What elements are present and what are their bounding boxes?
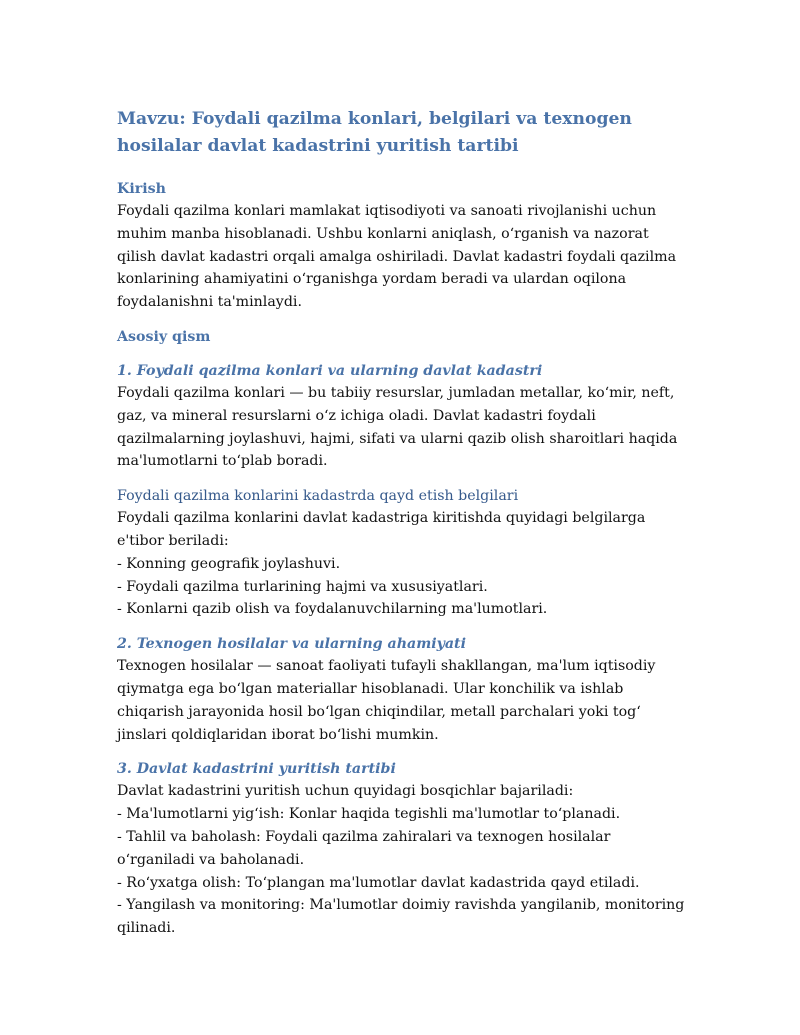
section-1-heading: 1. Foydali qazilma konlari va ularning davlat kadastri <box>117 362 543 379</box>
subsection-intro: Foydali qazilma konlarini davlat kadastriga kiritishda quyidagi belgilarga e'tibor beriladi: <box>117 510 646 549</box>
list-item: - Foydali qazilma turlarining hajmi va xususiyatlari. <box>117 578 488 595</box>
section-2-paragraph: Texnogen hosilalar — sanoat faoliyati tufayli shakllangan, ma'lum iqtisodiy qiymatga ega bo‘lgan materiallar hisoblanadi. Ular konchilik va ishlab chiqarish jarayonida hosil bo‘lgan chiqindilar, metall parchalari yoki tog‘ jinslari qoldiqlaridan iborat bo‘lishi mumkin. <box>117 658 656 743</box>
document-title: Mavzu: Foydali qazilma konlari, belgilari va texnogen hosilalar davlat kadastrini yuritish tartibi <box>117 109 632 156</box>
section-1 <box>117 360 687 473</box>
section-3-list <box>117 803 687 940</box>
list-item: - Konning geografik joylashuvi. <box>117 555 341 572</box>
section-1-paragraph: Foydali qazilma konlari — bu tabiiy resurslar, jumladan metallar, ko‘mir, neft, gaz, va mineral resurslarni o‘z ichiga oladi. Davlat kadastri foydali qazilmalarning joylashuvi, hajmi, sifati va ularni qazib olish sharoitlari haqida ma'lumotlarni to‘plab boradi. <box>117 384 678 470</box>
main-part-heading: Asosiy qism <box>117 328 211 345</box>
list-item: - Konlarni qazib olish va foydalanuvchilarning ma'lumotlari. <box>117 601 548 618</box>
subsection-list <box>117 553 687 621</box>
list-item: - Tahlil va baholash: Foydali qazilma zahiralari va texnogen hosilalar o‘rganiladi va baholanadi. <box>117 828 611 868</box>
intro-heading: Kirish <box>117 181 166 197</box>
section-3-intro: Davlat kadastrini yuritish uchun quyidagi bosqichlar bajariladi: <box>117 783 574 800</box>
list-item: - Ro‘yxatga olish: To‘plangan ma'lumotlar davlat kadastrida qayd etiladi. <box>117 874 640 891</box>
section-2-heading: 2. Texnogen hosilalar va ularning ahamiyati <box>117 636 466 653</box>
subsection-kadastr-belgilari <box>117 485 687 621</box>
subsection-heading: Foydali qazilma konlarini kadastrda qayd etish belgilari <box>117 488 519 505</box>
list-item: - Yangilash va monitoring: Ma'lumotlar doimiy ravishda yangilanib, monitoring qilinadi. <box>117 897 685 937</box>
section-2 <box>117 633 687 746</box>
intro-section <box>117 178 687 314</box>
section-3-heading: 3. Davlat kadastrini yuritish tartibi <box>117 761 396 778</box>
section-3 <box>117 758 687 940</box>
list-item: - Ma'lumotlarni yig‘ish: Konlar haqida tegishli ma'lumotlar to‘planadi. <box>117 806 621 823</box>
document-page <box>117 106 687 952</box>
intro-paragraph: Foydali qazilma konlari mamlakat iqtisodiyoti va sanoati rivojlanishi uchun muhim manba hisoblanadi. Ushbu konlarni aniqlash, o‘rganish va nazorat qilish davlat kadastri orqali amalga oshiriladi. Davlat kadastri foydali qazilma konlarining ahamiyatini o‘rganishga yordam beradi va ulardan oqilona foydalanishni ta'minlaydi. <box>117 203 677 311</box>
